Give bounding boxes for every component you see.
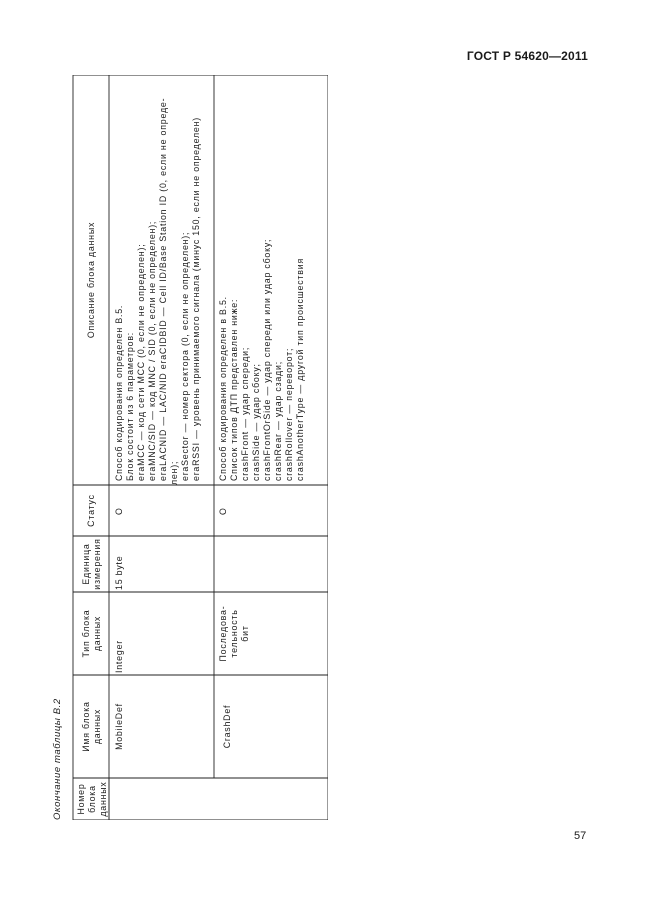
row2-type-line: бит <box>240 625 250 642</box>
page-number: 57 <box>574 830 587 842</box>
row2-desc-line: Список типов ДТП представлен ниже: <box>229 298 239 481</box>
document-code: ГОСТ Р 54620—2011 <box>466 49 588 63</box>
row1-type <box>114 594 125 673</box>
row2-desc-line: crashFront — удар спереди; <box>240 346 250 481</box>
header-unit <box>81 538 103 590</box>
header-name-line: данных <box>92 708 102 745</box>
row2-desc-line: crashRear — удар сзади; <box>273 361 283 481</box>
header-number-line: Номер <box>76 783 86 815</box>
row1-type-line: Integer <box>114 640 124 673</box>
row1-desc-line: eraLACNID — LAC/NID eraCIDBID — Cell ID/Base Station ID (0, если не опреде- <box>158 97 168 481</box>
row1-desc-line: eraRSSI — уровень принимаемого сигнала (минус 150, если не определен) <box>191 116 201 481</box>
row1-desc-line: eraSector — номер сектора (0, если не определен); <box>180 231 190 481</box>
header-number-line: блока <box>87 785 97 813</box>
row2-type-line: тельность <box>229 609 239 658</box>
header-description: Описание блока данных <box>86 221 96 339</box>
header-number <box>76 780 109 818</box>
header-type <box>81 594 103 673</box>
row2-status: O <box>218 507 228 515</box>
row2-desc-line: crashSide — удар сбоку; <box>251 363 261 481</box>
header-number-line: данных <box>98 781 108 817</box>
row2-description <box>218 77 306 481</box>
header-name-line: Имя блока <box>81 701 91 752</box>
header-type-line: данных <box>92 615 102 652</box>
rotated-table-block <box>52 75 328 820</box>
row1-desc-line: Способ кодирования определен В.5. <box>114 304 124 481</box>
row1-description <box>114 77 202 485</box>
row2-name: CrashDef <box>222 704 232 749</box>
header-name <box>81 677 103 776</box>
row2-desc-line: crashAnotherType — другой тип происшествия <box>295 257 305 481</box>
row1-desc-line: лен); <box>169 460 179 485</box>
row1-name: MobileDef <box>114 703 124 750</box>
header-status: Статус <box>86 494 96 527</box>
row2-desc-line: crashRollover — переворот; <box>284 347 294 481</box>
header-unit-line: измерения <box>92 538 102 590</box>
row1-desc-line: eraMCC — код сети MCC (0, если не определен); <box>136 243 146 481</box>
header-unit-line: Единица <box>81 543 91 585</box>
row2-type-line: Последова- <box>218 605 228 662</box>
row1-status: O <box>114 507 124 515</box>
row1-desc-line: eraMNC/SID — код MNC / SID (0, если не определен); <box>147 220 157 481</box>
row2-type <box>218 594 251 673</box>
row2-desc-line: crashFrontOrSide — удар спереди или удар сбоку; <box>262 238 272 481</box>
row1-unit: 15 byte <box>114 555 124 590</box>
row1-desc-line: Блок состоит из 6 параметров: <box>125 331 135 481</box>
row2-desc-line: Способ кодирования определен в В.5. <box>218 296 228 481</box>
header-type-line: Тип блока <box>81 609 91 658</box>
table-caption: Окончание таблицы В.2 <box>52 698 63 820</box>
